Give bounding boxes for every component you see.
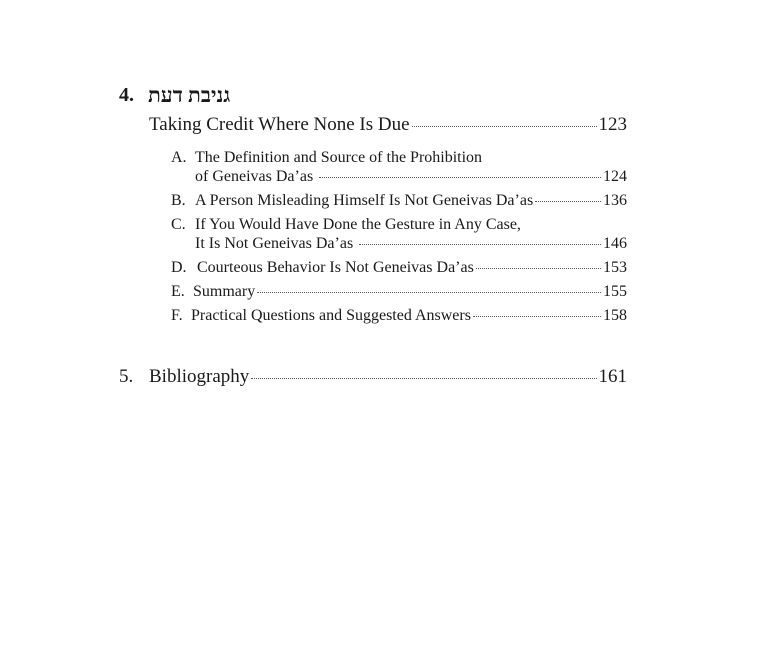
toc-item-f-letter: F.	[171, 307, 183, 324]
toc-entry-subtitle[interactable]	[149, 114, 627, 136]
toc-item-a-page: 124	[603, 168, 627, 185]
leader-dots	[319, 177, 601, 178]
toc-item-f-text: Practical Questions and Suggested Answers	[191, 307, 471, 324]
toc-item-b-letter: B.	[171, 192, 186, 209]
toc-entry-subtitle-page: 123	[598, 114, 627, 135]
leader-dots	[473, 316, 601, 317]
toc-item-d[interactable]	[197, 259, 627, 277]
toc-item-f[interactable]	[191, 307, 627, 325]
toc-item-f-page: 158	[603, 307, 627, 324]
toc-item-e-letter: E.	[171, 283, 185, 300]
toc-item-c-page: 146	[603, 235, 627, 252]
toc-item-a[interactable]	[195, 168, 627, 186]
leader-dots	[412, 126, 597, 127]
toc-item-a-line1: The Definition and Source of the Prohibition	[195, 149, 483, 166]
toc-entry-bibliography[interactable]	[149, 366, 627, 388]
toc-item-c-letter: C.	[171, 216, 186, 233]
toc-item-c-line1: If You Would Have Done the Gesture in Any Case,	[195, 216, 521, 233]
toc-item-c[interactable]	[195, 235, 627, 253]
bibliography-page: 161	[598, 366, 627, 387]
toc-item-b-text: A Person Misleading Himself Is Not Geneivas Da’as	[195, 192, 534, 209]
leader-dots	[359, 244, 601, 245]
toc-item-d-text: Courteous Behavior Is Not Geneivas Da’as	[197, 259, 474, 276]
leader-dots	[251, 378, 596, 379]
toc-item-d-page: 153	[603, 259, 627, 276]
toc-item-d-letter: D.	[171, 259, 187, 276]
toc-item-e[interactable]	[193, 283, 627, 301]
chapter-4-number: 4.	[119, 84, 134, 106]
toc-item-e-page: 155	[603, 283, 627, 300]
toc-item-b-page: 136	[603, 192, 627, 209]
toc-item-a-line2: of Geneivas Da’as	[195, 168, 314, 185]
toc-item-b[interactable]	[195, 192, 627, 210]
toc-item-c-line2: It Is Not Geneivas Da’as	[195, 235, 354, 252]
leader-dots	[535, 201, 601, 202]
leader-dots	[257, 292, 601, 293]
toc-entry-subtitle-text: Taking Credit Where None Is Due	[149, 114, 410, 135]
bibliography-title: Bibliography	[149, 366, 250, 387]
chapter-4-hebrew-title: גניבת דעת	[148, 83, 231, 107]
chapter-5-number: 5.	[119, 366, 134, 387]
toc-item-a-letter: A.	[171, 149, 187, 166]
toc-item-e-text: Summary	[193, 283, 256, 300]
leader-dots	[476, 268, 601, 269]
